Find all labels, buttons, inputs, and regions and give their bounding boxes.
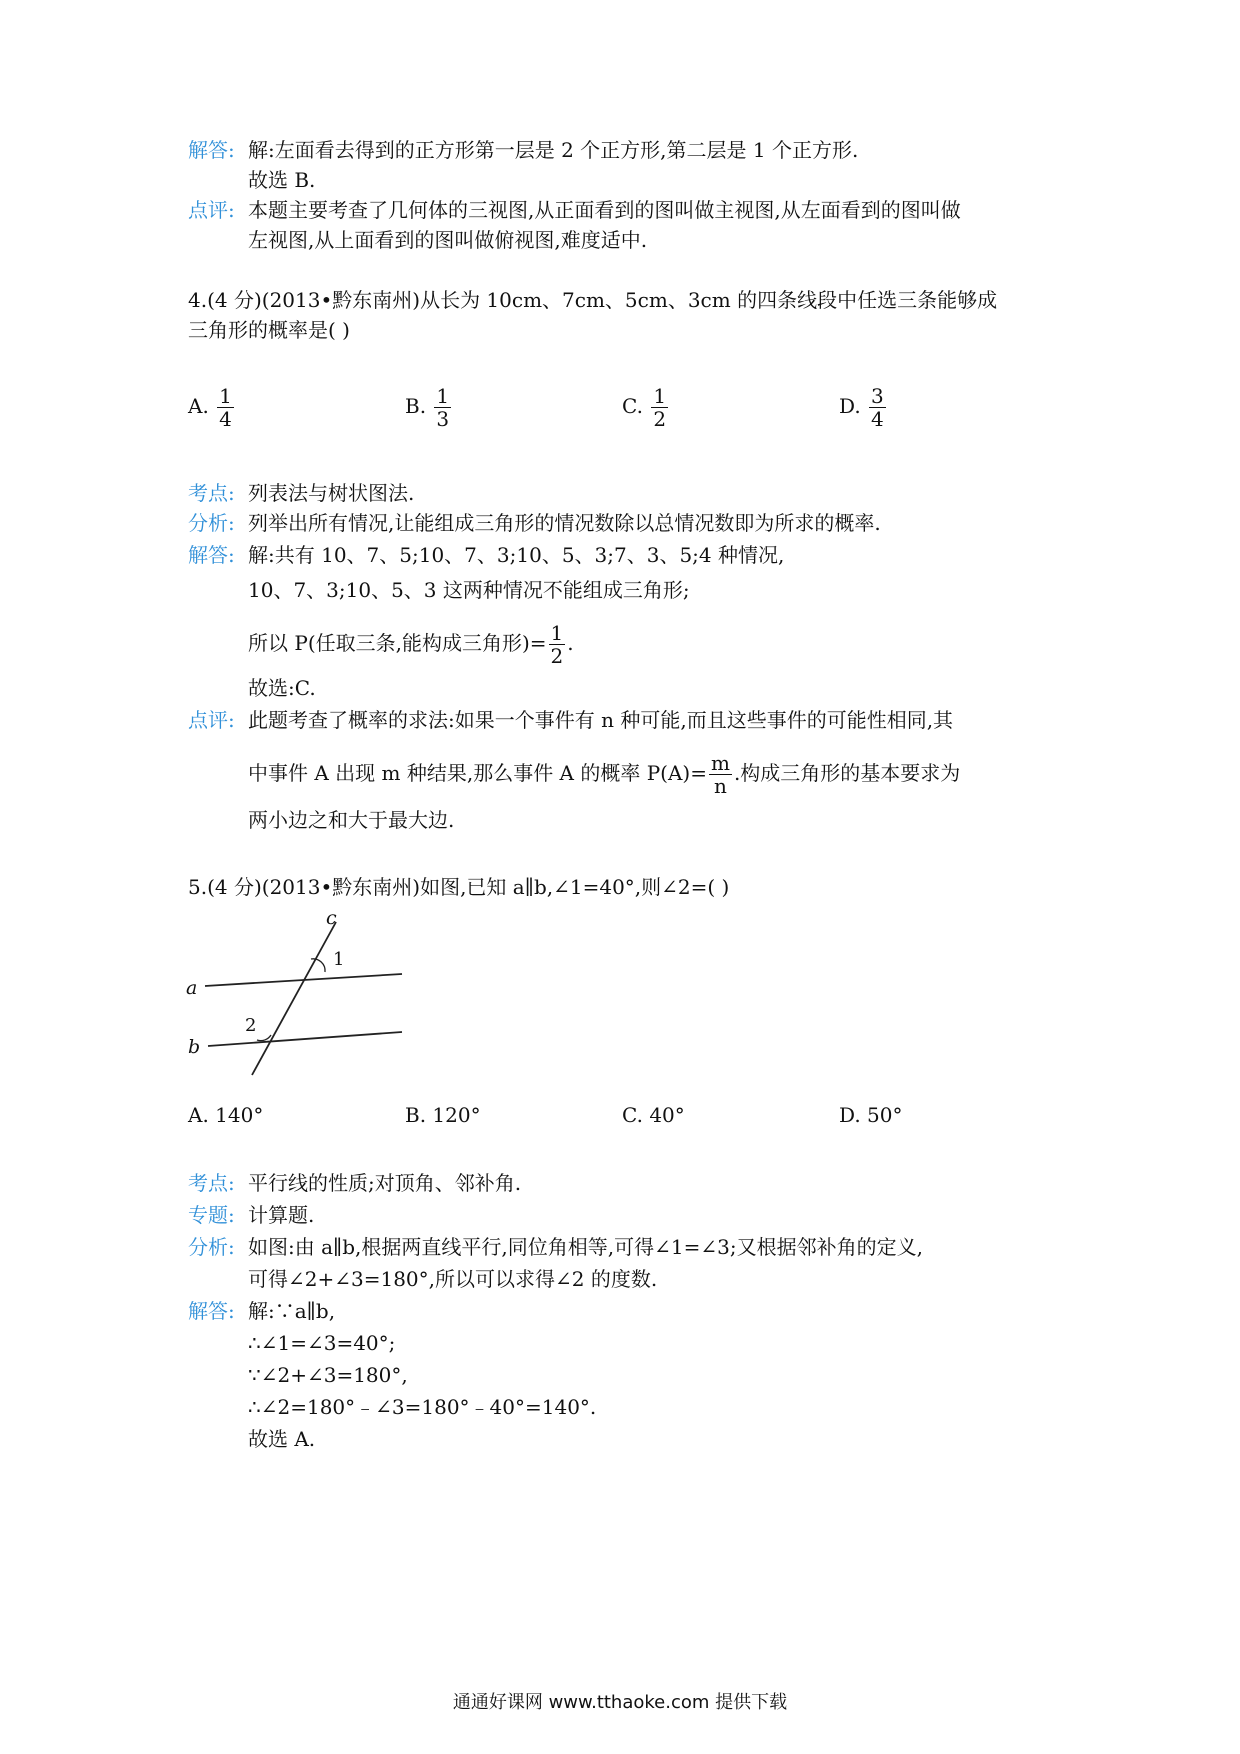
comment-text-part: 中事件 A 出现 m 种结果,那么事件 A 的概率 P(A)=	[248, 761, 707, 785]
denominator: 4	[871, 407, 884, 431]
label-angle-2: 2	[245, 1015, 257, 1036]
label-b: b	[188, 1036, 201, 1058]
label-angle-1: 1	[333, 949, 345, 970]
option-label: B.	[405, 1103, 427, 1127]
comment-label: 点评:	[188, 708, 235, 732]
option-d	[839, 1100, 903, 1130]
point-label: 考点:	[188, 481, 235, 505]
angle-2-arc	[257, 1035, 271, 1041]
analysis-label: 分析:	[188, 511, 235, 535]
point-label: 考点:	[188, 1171, 235, 1195]
point-text: 列表法与树状图法.	[248, 481, 415, 505]
label-c: c	[326, 910, 337, 929]
answer-text: 解:共有 10、7、5;10、7、3;10、5、3;7、3、5;4 种情况,	[248, 543, 785, 567]
fraction	[217, 385, 234, 430]
topic-label: 专题:	[188, 1203, 235, 1227]
comment-text-part: .构成三角形的基本要求为	[733, 761, 961, 785]
answer-text-part: .	[567, 631, 574, 655]
topic-text: 计算题.	[248, 1203, 315, 1227]
numerator: 1	[436, 384, 450, 408]
answer-label: 解答:	[188, 543, 235, 567]
denominator: n	[709, 774, 732, 797]
option-text: 140°	[215, 1103, 264, 1127]
analysis-text: 可得∠2+∠3=180°,所以可以求得∠2 的度数.	[248, 1267, 658, 1291]
option-a	[188, 385, 236, 430]
option-label: A.	[188, 394, 209, 418]
comment-text: 左视图,从上面看到的图叫做俯视图,难度适中.	[248, 228, 648, 252]
analysis-label: 分析:	[188, 1235, 235, 1259]
fraction	[549, 622, 566, 667]
denominator: 3	[436, 407, 450, 431]
denominator: 2	[653, 407, 667, 431]
option-text: 120°	[432, 1103, 481, 1127]
option-label: B.	[405, 394, 427, 418]
answer-text: 故选 B.	[248, 168, 316, 192]
denominator: 4	[219, 407, 232, 431]
denominator: 2	[550, 644, 564, 668]
answer-label: 解答:	[188, 1299, 235, 1323]
comment-label: 点评:	[188, 198, 235, 222]
option-b	[405, 385, 453, 430]
option-label: D.	[839, 394, 861, 418]
answer-text: 解:∵a∥b,	[248, 1299, 336, 1323]
option-a	[188, 1100, 263, 1130]
fraction	[869, 385, 886, 430]
parallel-lines-figure	[180, 910, 420, 1085]
option-text: 50°	[867, 1103, 903, 1127]
answer-text: 解:左面看去得到的正方形第一层是 2 个正方形,第二层是 1 个正方形.	[248, 138, 859, 162]
analysis-text: 如图:由 a∥b,根据两直线平行,同位角相等,可得∠1=∠3;又根据邻补角的定义,	[248, 1235, 923, 1259]
answer-text: ∵∠2+∠3=180°,	[248, 1363, 408, 1387]
answer-label: 解答:	[188, 138, 235, 162]
option-d	[839, 385, 888, 430]
numerator: 3	[871, 384, 884, 408]
comment-text: 此题考查了概率的求法:如果一个事件有 n 种可能,而且这些事件的可能性相同,其	[248, 708, 954, 732]
answer-text: 10、7、3;10、5、3 这两种情况不能组成三角形;	[248, 578, 690, 602]
analysis-text: 列举出所有情况,让能组成三角形的情况数除以总情况数即为所求的概率.	[248, 511, 881, 535]
answer-text	[248, 622, 574, 667]
option-label: C.	[622, 1103, 643, 1127]
numerator: m	[710, 751, 730, 775]
option-label: D.	[839, 1103, 861, 1127]
question-4-stem: 4.(4 分)(2013•黔东南州)从长为 10cm、7cm、5cm、3cm 的四条线段中任选三条能够成	[188, 288, 998, 312]
option-text: 40°	[649, 1103, 685, 1127]
option-b	[405, 1100, 481, 1130]
label-a: a	[186, 977, 198, 999]
comment-text: 本题主要考查了几何体的三视图,从正面看到的图叫做主视图,从左面看到的图叫做	[248, 198, 961, 222]
comment-text	[248, 752, 960, 797]
comment-text: 两小边之和大于最大边.	[248, 808, 455, 832]
answer-text: ∴∠1=∠3=40°;	[248, 1331, 396, 1355]
line-c	[252, 922, 336, 1075]
numerator: 1	[653, 384, 667, 408]
answer-text: ∴∠2=180°﹣∠3=180°﹣40°=140°.	[248, 1395, 597, 1419]
answer-text: 故选:C.	[248, 676, 316, 700]
numerator: 1	[219, 384, 232, 408]
fraction	[651, 385, 668, 430]
option-label: C.	[622, 394, 643, 418]
answer-text: 故选 A.	[248, 1427, 316, 1451]
page-footer: 通通好课网 www.tthaoke.com 提供下载	[452, 1692, 788, 1713]
answer-text-part: 所以 P(任取三条,能构成三角形)=	[248, 631, 547, 655]
question-4-stem: 三角形的概率是( )	[188, 318, 350, 342]
option-c	[622, 385, 670, 430]
fraction	[434, 385, 451, 430]
numerator: 1	[550, 621, 564, 645]
question-5-stem: 5.(4 分)(2013•黔东南州)如图,已知 a∥b,∠1=40°,则∠2=( )	[188, 875, 730, 899]
point-text: 平行线的性质;对顶角、邻补角.	[248, 1171, 522, 1195]
option-c	[622, 1100, 685, 1130]
line-b	[208, 1032, 402, 1046]
fraction	[709, 752, 732, 797]
option-label: A.	[188, 1103, 209, 1127]
